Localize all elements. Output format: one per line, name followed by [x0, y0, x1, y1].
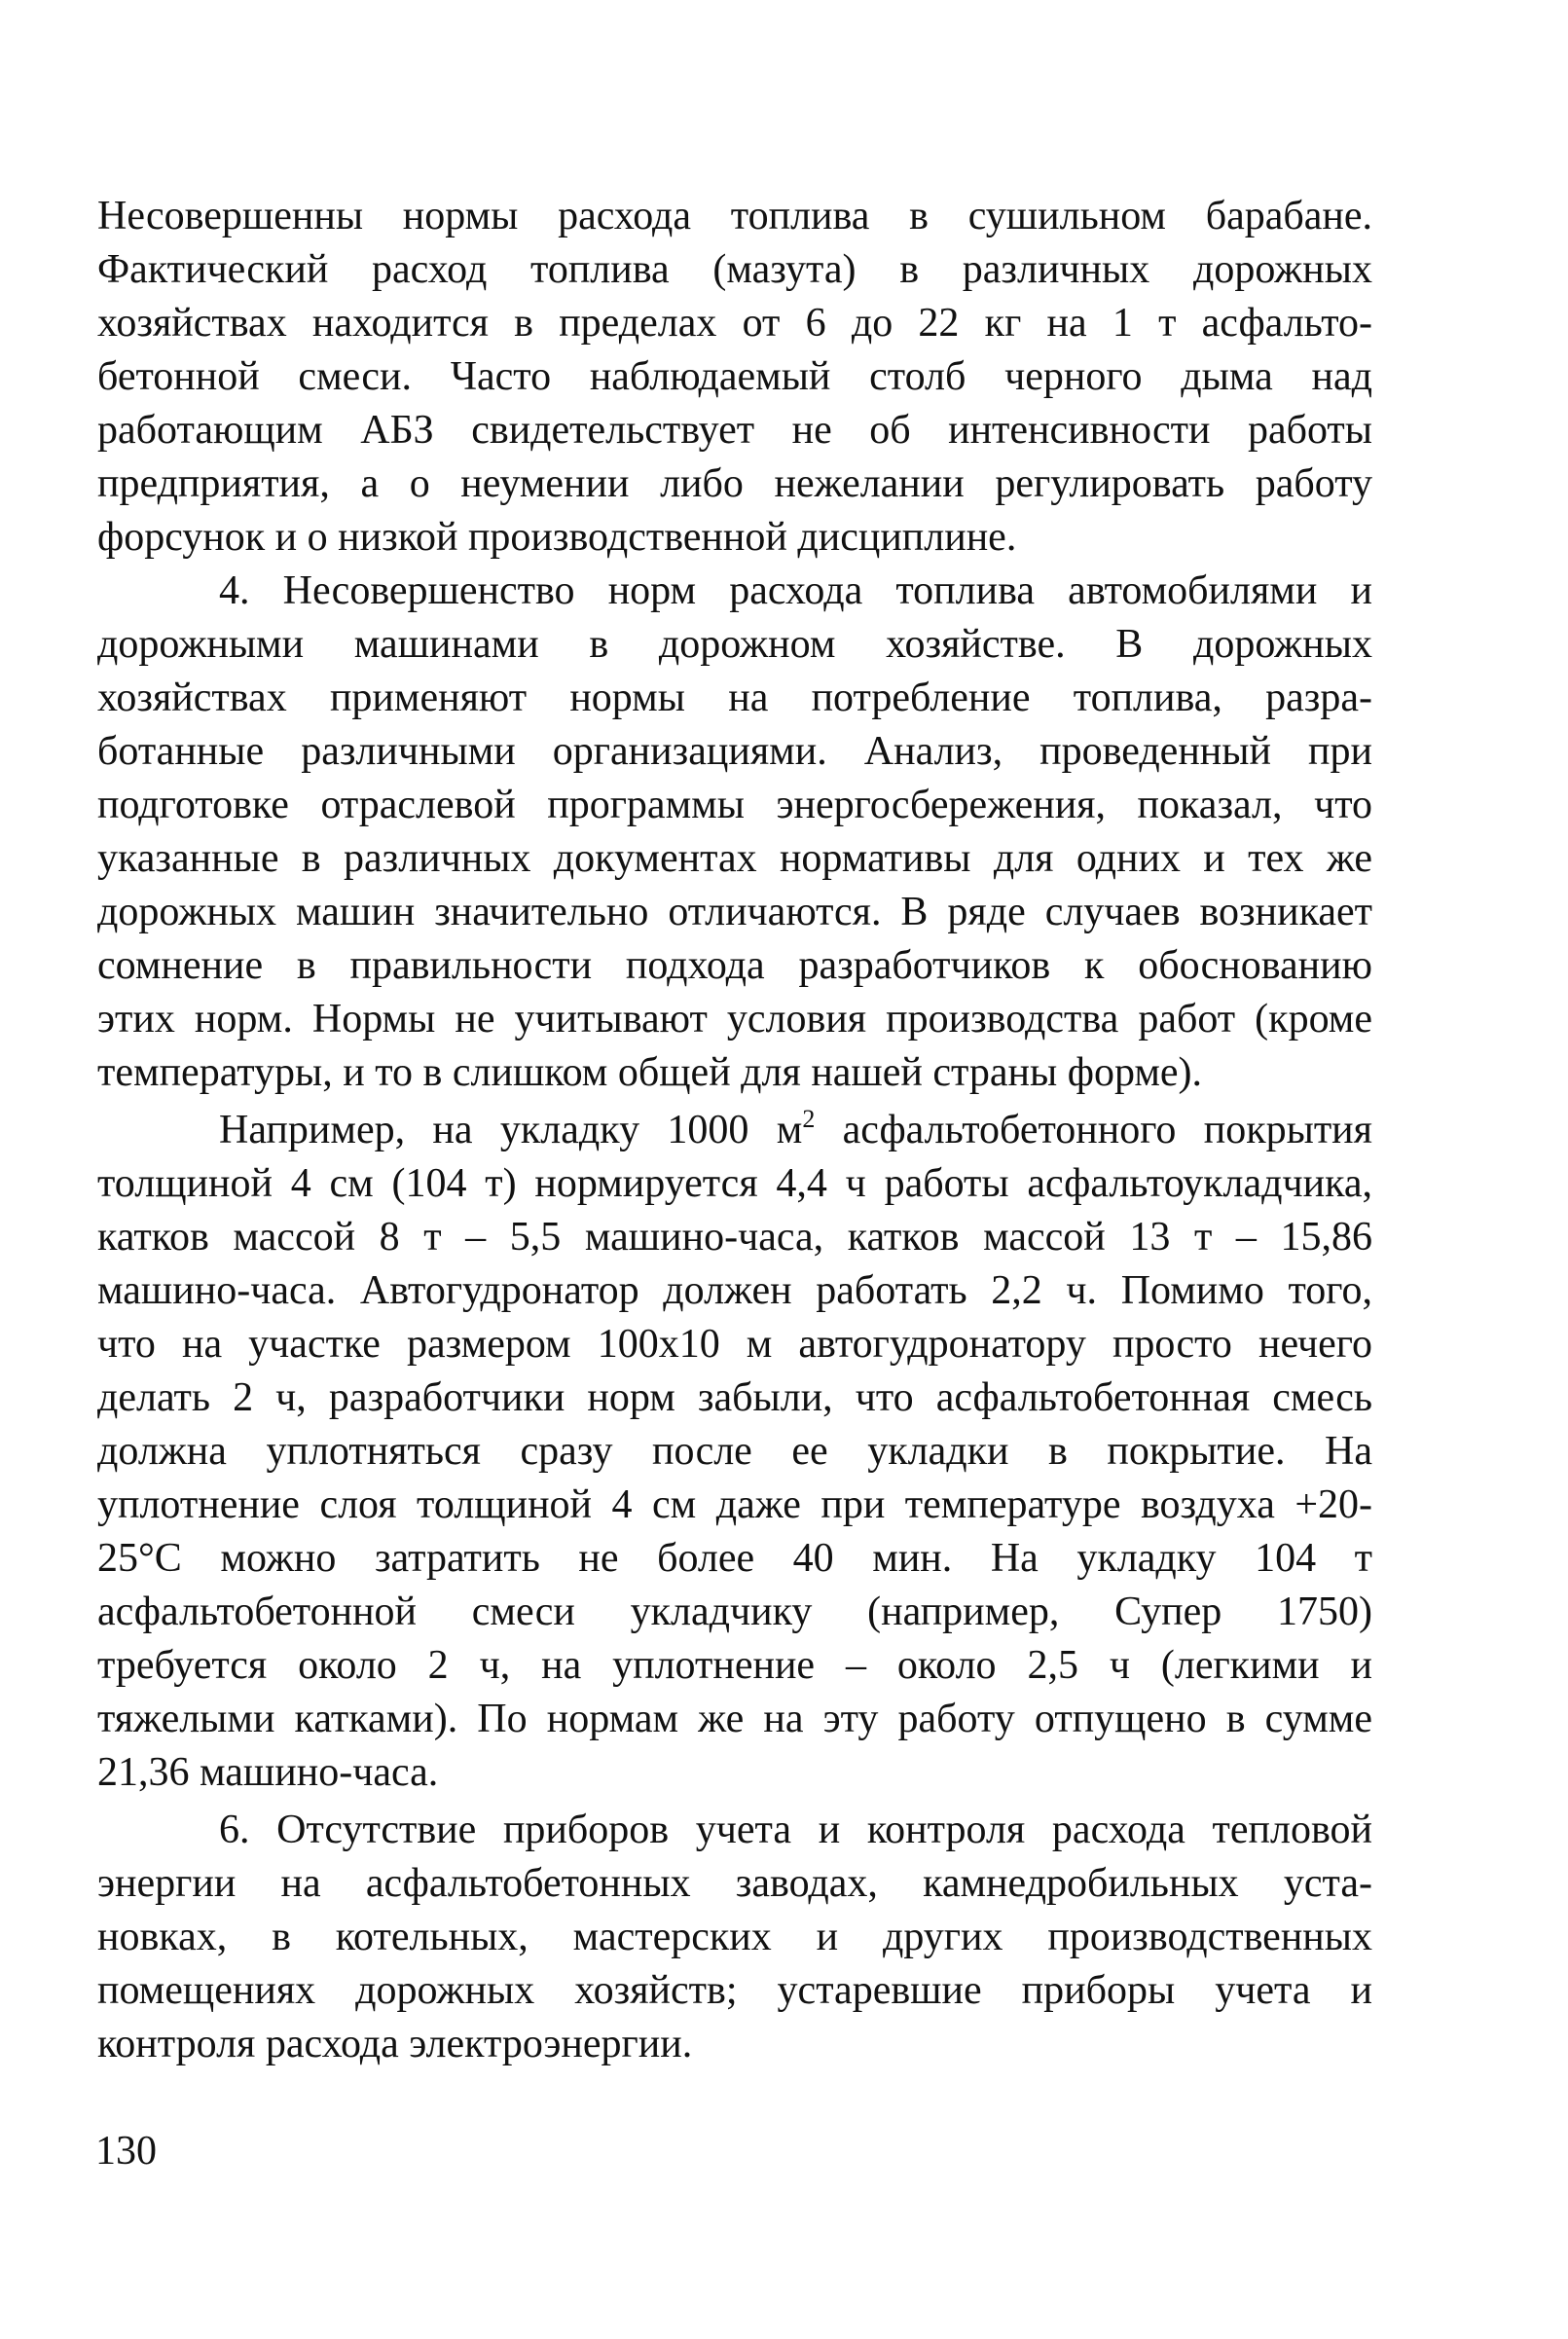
text-line: Несовершенны нормы расхода топлива в сушильном барабане. [97, 194, 1372, 238]
text-line: асфальтобетонной смеси укладчику (например, Супер 1750) [97, 1590, 1372, 1634]
paragraph-item-6 [97, 1804, 1372, 2071]
text-line: дорожными машинами в дорожном хозяйстве. В дорожных [97, 622, 1372, 667]
text-line: подготовке отраслевой программы энергосбережения, показал, что [97, 783, 1372, 827]
text-line: 25°С можно затратить не более 40 мин. На укладку 104 т [97, 1536, 1372, 1581]
paragraph-item-4 [97, 565, 1372, 1100]
paragraph-example-paving [97, 1104, 1372, 1800]
text-line: ботанные различными организациями. Анализ, проведенный при [97, 729, 1372, 774]
text-line: контроля расхода электроэнергии. [97, 2022, 693, 2066]
text-line: 4. Несовершенство норм расхода топлива автомобилями и [219, 568, 1372, 613]
text-line: 6. Отсутствие приборов учета и контроля расхода тепловой [219, 1808, 1372, 1852]
text-line: делать 2 ч, разработчики норм забыли, что асфальтобетонная смесь [97, 1375, 1372, 1420]
text-line: указанные в различных документах нормативы для одних и тех же [97, 836, 1372, 881]
text-line: хозяйствах находится в пределах от 6 до 22 кг на 1 т асфальто- [97, 301, 1372, 346]
text-line: уплотнение слоя толщиной 4 см даже при температуре воздуха +20- [97, 1482, 1372, 1527]
text-line: предприятия, а о неумении либо нежелании регулировать работу [97, 461, 1372, 506]
text-line: тяжелыми катками). По нормам же на эту работу отпущено в сумме [97, 1697, 1372, 1741]
text-fragment: асфальтобетонного покрытия [815, 1108, 1372, 1152]
body-text [97, 190, 1372, 2071]
text-line: хозяйствах применяют нормы на потребление топлива, разра- [97, 676, 1372, 720]
superscript-2: 2 [802, 1105, 816, 1133]
text-line: помещениях дорожных хозяйств; устаревшие приборы учета и [97, 1968, 1372, 2013]
text-line: этих норм. Нормы не учитывают условия производства работ (кроме [97, 997, 1372, 1042]
text-line: должна уплотняться сразу после ее укладки в покрытие. На [97, 1429, 1372, 1474]
text-line: толщиной 4 см (104 т) нормируется 4,4 ч работы асфальтоукладчика, [97, 1161, 1372, 1206]
text-line: сомнение в правильности подхода разработчиков к обоснованию [97, 943, 1372, 988]
text-line: Фактический расход топлива (мазута) в различных дорожных [97, 247, 1372, 292]
text-fragment: Например, на укладку 1000 м [219, 1108, 803, 1152]
text-line: температуры, и то в слишком общей для нашей страны форме). [97, 1050, 1203, 1095]
text-line: что на участке размером 100х10 м автогудронатору просто нечего [97, 1322, 1372, 1367]
text-line: требуется около 2 ч, на уплотнение – около 2,5 ч (легкими и [97, 1643, 1372, 1688]
text-line: дорожных машин значительно отличаются. В ряде случаев возникает [97, 890, 1372, 934]
page-number: 130 [95, 2129, 157, 2174]
text-line: бетонной смеси. Часто наблюдаемый столб черного дыма над [97, 354, 1372, 399]
text-line: машино-часа. Автогудронатор должен работать 2,2 ч. Помимо того, [97, 1268, 1372, 1313]
text-line: форсунок и о низкой производственной дисциплине. [97, 515, 1017, 560]
text-line: 21,36 машино-часа. [97, 1750, 439, 1795]
text-line-with-superscript [97, 1104, 1372, 1157]
text-line: новках, в котельных, мастерских и других производственных [97, 1915, 1372, 1959]
paragraph-fuel-drum [97, 190, 1372, 565]
text-line: работающим АБЗ свидетельствует не об интенсивности работы [97, 408, 1372, 453]
text-line: катков массой 8 т – 5,5 машино-часа, катков массой 13 т – 15,86 [97, 1215, 1372, 1260]
text-line: энергии на асфальтобетонных заводах, камнедробильных уста- [97, 1861, 1372, 1906]
